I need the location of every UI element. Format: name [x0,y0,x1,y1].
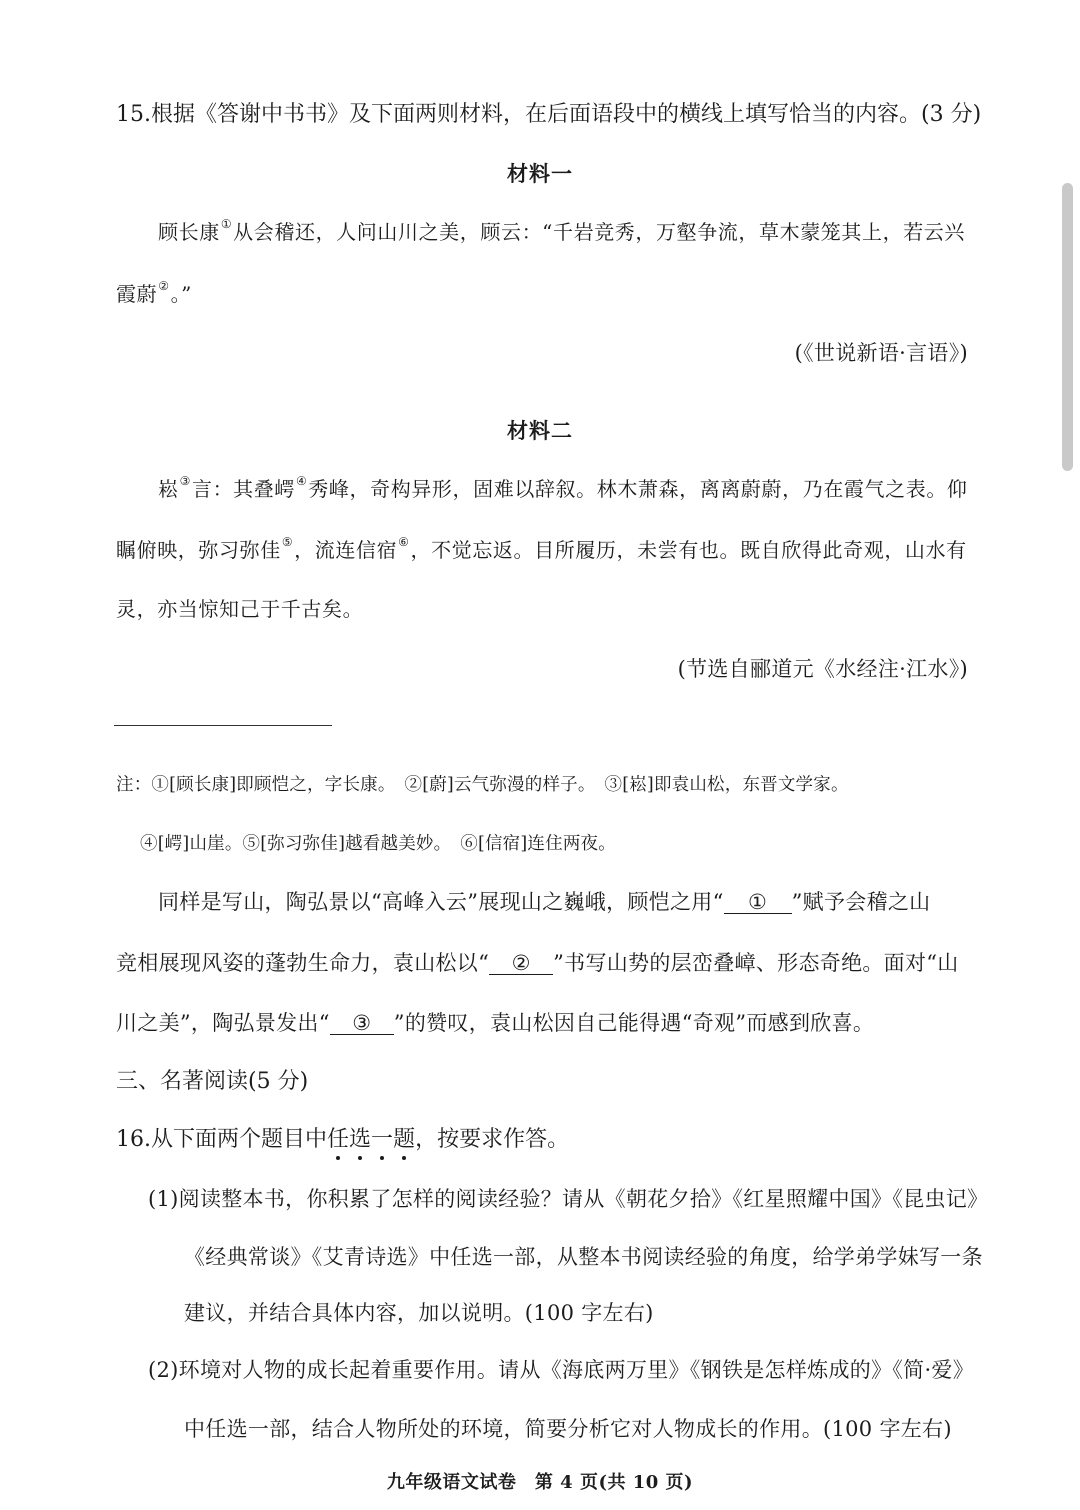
footnote-marker: ② [158,279,170,293]
footnote-marker: ④ [295,474,308,488]
material-one-source: (《世说新语·言语》) [794,341,968,365]
option-1-line-2: 《经典常谈》《艾青诗选》中任选一部，从整本书阅读经验的角度，给学弟学妹写一条 [184,1245,983,1269]
option-2-line-1: (2)环境对人物的成长起着重要作用。请从《海底两万里》《钢铁是怎样炼成的》《简·爱》 [148,1358,975,1382]
emphasis-char: 选 [349,1127,372,1152]
emphasis-char: 任 [327,1127,350,1152]
question-stem: 根据《答谢中书书》及下面两则材料，在后面语段中的横线上填写恰当的内容。(3 分) [151,102,982,127]
material-one-line-2: 霞蔚②。” [116,279,192,306]
answer-blank-1[interactable]: ① [724,892,792,914]
material-two-source: (节选自郦道元《水经注·江水》) [677,657,968,681]
footnote-marker: ① [220,217,233,231]
question-number: 15. [116,102,151,127]
emphasis-char: 题 [393,1127,416,1152]
section-heading: 三、名著阅读(5 分) [116,1069,309,1094]
question-number: 16. [116,1127,151,1152]
answer-blank-2[interactable]: ② [489,953,553,975]
footnote-marker: ⑥ [398,535,410,549]
page-footer: 九年级语文试卷 第 4 页(共 10 页) [386,1472,694,1493]
option-1-line-3: 建议，并结合具体内容，加以说明。(100 字左右) [184,1301,654,1325]
material-two-line-2: 瞩俯映，弥习弥佳⑤，流连信宿⑥，不觉忘返。目所履历，未尝有也。既自欣得此奇观，山水有 [116,535,967,562]
option-2-line-2: 中任选一部，结合人物所处的环境，简要分析它对人物成长的作用。(100 字左右) [184,1417,952,1441]
passage-line-1: 同样是写山，陶弘景以“高峰入云”展现山之巍峨，顾恺之用“ ① ”赋予会稽之山 [158,890,931,914]
footnote-divider [114,725,332,726]
passage-line-2: 竞相展现风姿的蓬勃生命力，袁山松以“ ② ”书写山势的层峦叠嶂、形态奇绝。面对“山 [116,951,959,975]
footnote-marker: ③ [179,474,191,488]
material-one-line-1: 顾长康①从会稽还，人问山川之美，顾云：“千岩竞秀，万壑争流，草木蒙笼其上，若云兴 [158,217,965,244]
emphasis-char: 一 [371,1127,394,1152]
passage-line-3: 川之美”，陶弘景发出“ ③ ”的赞叹，袁山松因自己能得遇“奇观”而感到欣喜。 [116,1011,875,1035]
footnote-marker: ⑤ [281,535,294,549]
material-two-line-3: 灵，亦当惊知己于千古矣。 [116,597,364,621]
notes-row-1: 注：①[顾长康]即顾恺之，字长康。 ②[蔚]云气弥漫的样子。 ③[崧]即袁山松，东晋文学家。 [116,775,849,795]
material-two-title: 材料二 [507,418,573,443]
notes-row-2: ④[崿]山崖。⑤[弥习弥佳]越看越美妙。 ⑥[信宿]连住两夜。 [140,834,616,854]
material-two-line-1: 崧③言：其叠崿④秀峰，奇构异形，固难以辞叙。林木萧森，离离蔚蔚，乃在霞气之表。仰 [158,474,968,501]
material-one-title: 材料一 [507,161,573,186]
answer-blank-3[interactable]: ③ [330,1013,394,1035]
option-1-line-1: (1)阅读整本书，你积累了怎样的阅读经验？请从《朝花夕拾》《红星照耀中国》《昆虫记》 [148,1187,989,1211]
question-15 [116,104,981,126]
vertical-scrollbar[interactable] [1062,183,1073,471]
question-16: 16.从下面两个题目中任选一题，按要求作答。 [116,1127,570,1152]
